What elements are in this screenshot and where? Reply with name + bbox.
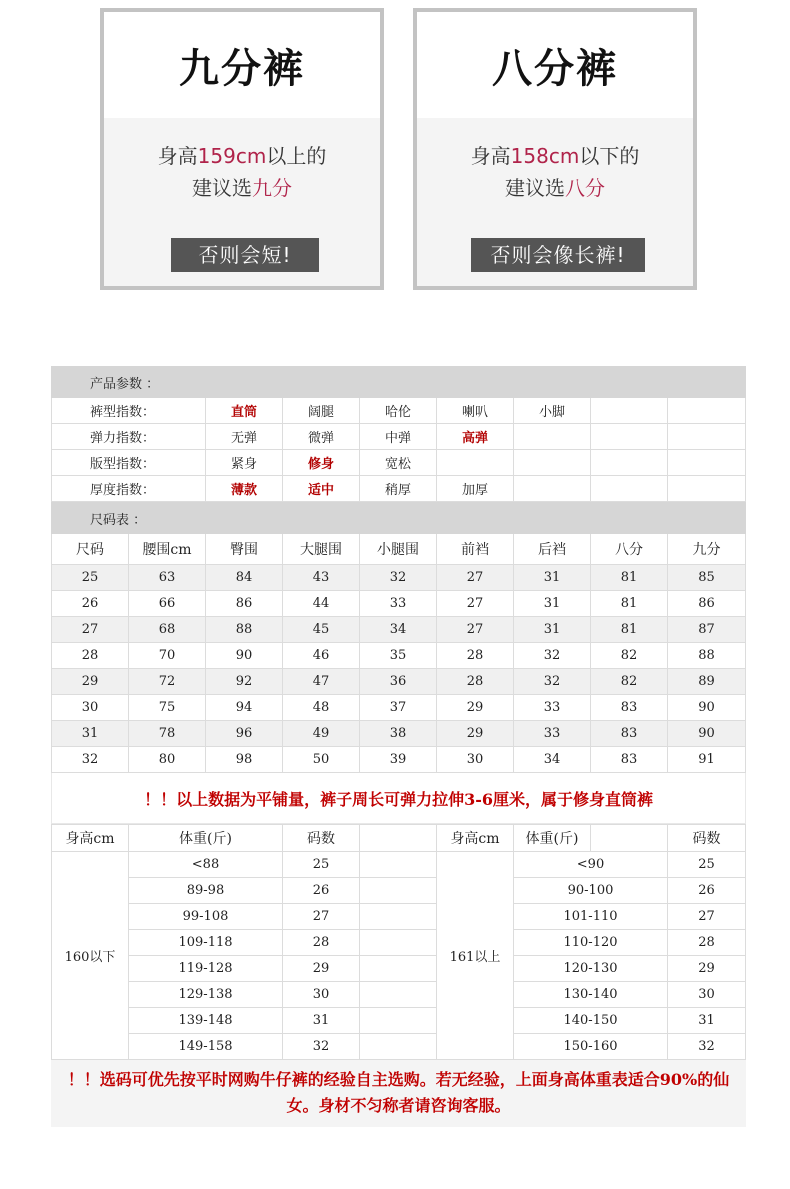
weight-row [52,1008,746,1034]
size-cell: 44 [283,591,360,617]
empty-cell [360,825,437,852]
size-cell: 82 [591,643,668,669]
weight-row [52,904,746,930]
param-option: 加厚 [437,476,514,502]
param-option: 无弹 [206,424,283,450]
weight-range: 129-138 [129,982,283,1008]
weight-range: 130-140 [514,982,668,1008]
weight-range: 150-160 [514,1034,668,1060]
size-cell: 92 [206,669,283,695]
column-header: 码数 [283,825,360,852]
empty-cell [668,424,746,450]
size-cell: 83 [591,747,668,773]
empty-cell [668,450,746,476]
desc-text: 身高 [470,144,511,168]
size-cell: 33 [514,721,591,747]
param-label: 版型指数： [52,450,206,476]
size-cell: 88 [206,617,283,643]
card-nine-tenths [100,8,384,290]
size-cell: 90 [668,721,746,747]
size-cell: 32 [360,565,437,591]
size-cell: 29 [437,721,514,747]
size-value: 25 [668,852,746,878]
size-cell: 86 [206,591,283,617]
size-cell: 32 [514,643,591,669]
size-row [52,747,746,773]
empty-cell [514,476,591,502]
size-cell: 29 [52,669,129,695]
weight-range: 90-100 [514,878,668,904]
size-cell: 30 [52,695,129,721]
param-label: 弹力指数： [52,424,206,450]
size-cell: 30 [437,747,514,773]
empty-cell [360,1008,437,1034]
param-label: 裤型指数： [52,398,206,424]
size-value: 32 [283,1034,360,1060]
column-header: 九分 [668,534,746,565]
warning-badge: 否则会短! [171,238,319,272]
weight-range: 89-98 [129,878,283,904]
column-header: 前裆 [437,534,514,565]
empty-cell [437,450,514,476]
param-row [52,450,746,476]
weight-range: 101-110 [514,904,668,930]
section-title-params: 产品参数 ： [52,367,746,398]
size-cell: 72 [129,669,206,695]
column-header: 身高cm [52,825,129,852]
size-cell: 33 [360,591,437,617]
empty-cell [668,398,746,424]
size-cell: 50 [283,747,360,773]
weight-row [52,930,746,956]
card-title: 八分裤 [417,12,693,118]
desc-highlight: 158cm [510,144,580,168]
desc-text: 建议选 [505,176,565,200]
size-row [52,643,746,669]
size-cell: 27 [437,591,514,617]
size-value: 31 [283,1008,360,1034]
size-value: 26 [283,878,360,904]
size-cell: 32 [514,669,591,695]
size-cell: 46 [283,643,360,669]
param-option: 微弹 [283,424,360,450]
size-row [52,617,746,643]
size-cell: 88 [668,643,746,669]
empty-cell [591,825,668,852]
param-option: 阔腿 [283,398,360,424]
empty-cell [360,904,437,930]
size-row [52,695,746,721]
param-option: 修身 [283,450,360,476]
weight-range: 109-118 [129,930,283,956]
size-cell: 31 [52,721,129,747]
column-header: 小腿围 [360,534,437,565]
size-cell: 82 [591,669,668,695]
weight-header-row [52,825,746,852]
card-description [104,140,380,204]
size-cell: 96 [206,721,283,747]
size-cell: 26 [52,591,129,617]
size-value: 25 [283,852,360,878]
size-cell: 47 [283,669,360,695]
size-cell: 27 [52,617,129,643]
weight-row [52,956,746,982]
empty-cell [360,956,437,982]
size-cell: 48 [283,695,360,721]
size-cell: 91 [668,747,746,773]
column-header: 尺码 [52,534,129,565]
param-option: 小脚 [514,398,591,424]
size-cell: 27 [437,565,514,591]
column-header: 大腿围 [283,534,360,565]
selection-note: ！！选码可优先按平时网购牛仔裤的经验自主选购。若无经验，上面身高体重表适合90%的仙女。身材不匀称者请咨询客服。 [52,1060,746,1127]
weight-range: 119-128 [129,956,283,982]
size-value: 29 [283,956,360,982]
param-row [52,476,746,502]
card-eight-tenths [413,8,697,290]
size-row [52,721,746,747]
size-value: 27 [283,904,360,930]
size-cell: 81 [591,617,668,643]
height-range: 160以下 [52,852,129,1060]
weight-range: 110-120 [514,930,668,956]
size-cell: 29 [437,695,514,721]
size-cell: 70 [129,643,206,669]
size-cell: 45 [283,617,360,643]
empty-cell [360,852,437,878]
weight-range: 120-130 [514,956,668,982]
size-cell: 80 [129,747,206,773]
size-cell: 25 [52,565,129,591]
size-cell: 49 [283,721,360,747]
size-cell: 66 [129,591,206,617]
column-header: 码数 [668,825,746,852]
param-row [52,424,746,450]
weight-range: <90 [514,852,668,878]
empty-cell [514,424,591,450]
size-cell: 31 [514,617,591,643]
size-row [52,669,746,695]
empty-cell [668,476,746,502]
empty-cell [591,398,668,424]
empty-cell [360,930,437,956]
size-cell: 81 [591,591,668,617]
card-title: 九分裤 [104,12,380,118]
column-header: 腰围cm [129,534,206,565]
size-cell: 32 [52,747,129,773]
weight-row [52,878,746,904]
size-value: 28 [668,930,746,956]
product-params-table [51,366,746,502]
size-cell: 38 [360,721,437,747]
param-option: 直筒 [206,398,283,424]
size-cell: 94 [206,695,283,721]
desc-text: 身高 [157,144,198,168]
desc-highlight: 九分 [252,176,292,200]
size-cell: 81 [591,565,668,591]
param-label: 厚度指数： [52,476,206,502]
desc-text: 以上的 [266,144,327,168]
size-cell: 85 [668,565,746,591]
size-value: 29 [668,956,746,982]
param-option: 薄款 [206,476,283,502]
size-cell: 28 [437,643,514,669]
size-panel [51,366,745,1127]
measurement-note: ！！以上数据为平铺量，裤子周长可弹力拉伸3-6厘米，属于修身直筒裤 [52,773,746,824]
size-cell: 34 [514,747,591,773]
size-cell: 84 [206,565,283,591]
weight-range: 140-150 [514,1008,668,1034]
param-option: 紧身 [206,450,283,476]
param-option: 宽松 [360,450,437,476]
weight-range: 99-108 [129,904,283,930]
column-header: 身高cm [437,825,514,852]
param-option: 中弹 [360,424,437,450]
size-value: 26 [668,878,746,904]
empty-cell [360,878,437,904]
card-description [417,140,693,204]
size-cell: 27 [437,617,514,643]
size-cell: 75 [129,695,206,721]
size-value: 32 [668,1034,746,1060]
weight-row [52,982,746,1008]
desc-text: 以下的 [579,144,640,168]
size-cell: 83 [591,695,668,721]
empty-cell [591,476,668,502]
empty-cell [514,450,591,476]
column-header: 体重(斤) [514,825,591,852]
size-value: 31 [668,1008,746,1034]
param-option: 适中 [283,476,360,502]
empty-cell [591,424,668,450]
size-cell: 68 [129,617,206,643]
size-cell: 87 [668,617,746,643]
column-header: 后裆 [514,534,591,565]
column-header: 八分 [591,534,668,565]
empty-cell [360,982,437,1008]
size-header-row [52,534,746,565]
desc-highlight: 159cm [197,144,267,168]
size-table [51,502,746,824]
param-row [52,398,746,424]
size-cell: 31 [514,591,591,617]
section-title-sizes: 尺码表 ： [52,503,746,534]
param-option: 高弹 [437,424,514,450]
size-row [52,591,746,617]
size-cell: 89 [668,669,746,695]
param-option: 稍厚 [360,476,437,502]
size-cell: 35 [360,643,437,669]
size-cell: 36 [360,669,437,695]
height-weight-table [51,824,746,1127]
empty-cell [360,1034,437,1060]
size-cell: 33 [514,695,591,721]
size-value: 30 [283,982,360,1008]
desc-highlight: 八分 [565,176,605,200]
column-header: 臀围 [206,534,283,565]
weight-range: 149-158 [129,1034,283,1060]
weight-row [52,852,746,878]
size-cell: 63 [129,565,206,591]
size-cell: 39 [360,747,437,773]
empty-cell [591,450,668,476]
height-range: 161以上 [437,852,514,1060]
size-cell: 98 [206,747,283,773]
size-cell: 31 [514,565,591,591]
warning-badge: 否则会像长裤! [471,238,645,272]
weight-row [52,1034,746,1060]
size-cell: 90 [668,695,746,721]
size-cell: 28 [52,643,129,669]
desc-text: 建议选 [192,176,252,200]
size-cell: 37 [360,695,437,721]
size-cell: 34 [360,617,437,643]
size-value: 28 [283,930,360,956]
size-value: 27 [668,904,746,930]
size-cell: 28 [437,669,514,695]
column-header: 体重(斤) [129,825,283,852]
weight-range: <88 [129,852,283,878]
size-row [52,565,746,591]
size-value: 30 [668,982,746,1008]
param-option: 哈伦 [360,398,437,424]
weight-range: 139-148 [129,1008,283,1034]
size-cell: 78 [129,721,206,747]
size-cell: 83 [591,721,668,747]
param-option: 喇叭 [437,398,514,424]
size-cell: 86 [668,591,746,617]
size-cell: 90 [206,643,283,669]
size-cell: 43 [283,565,360,591]
